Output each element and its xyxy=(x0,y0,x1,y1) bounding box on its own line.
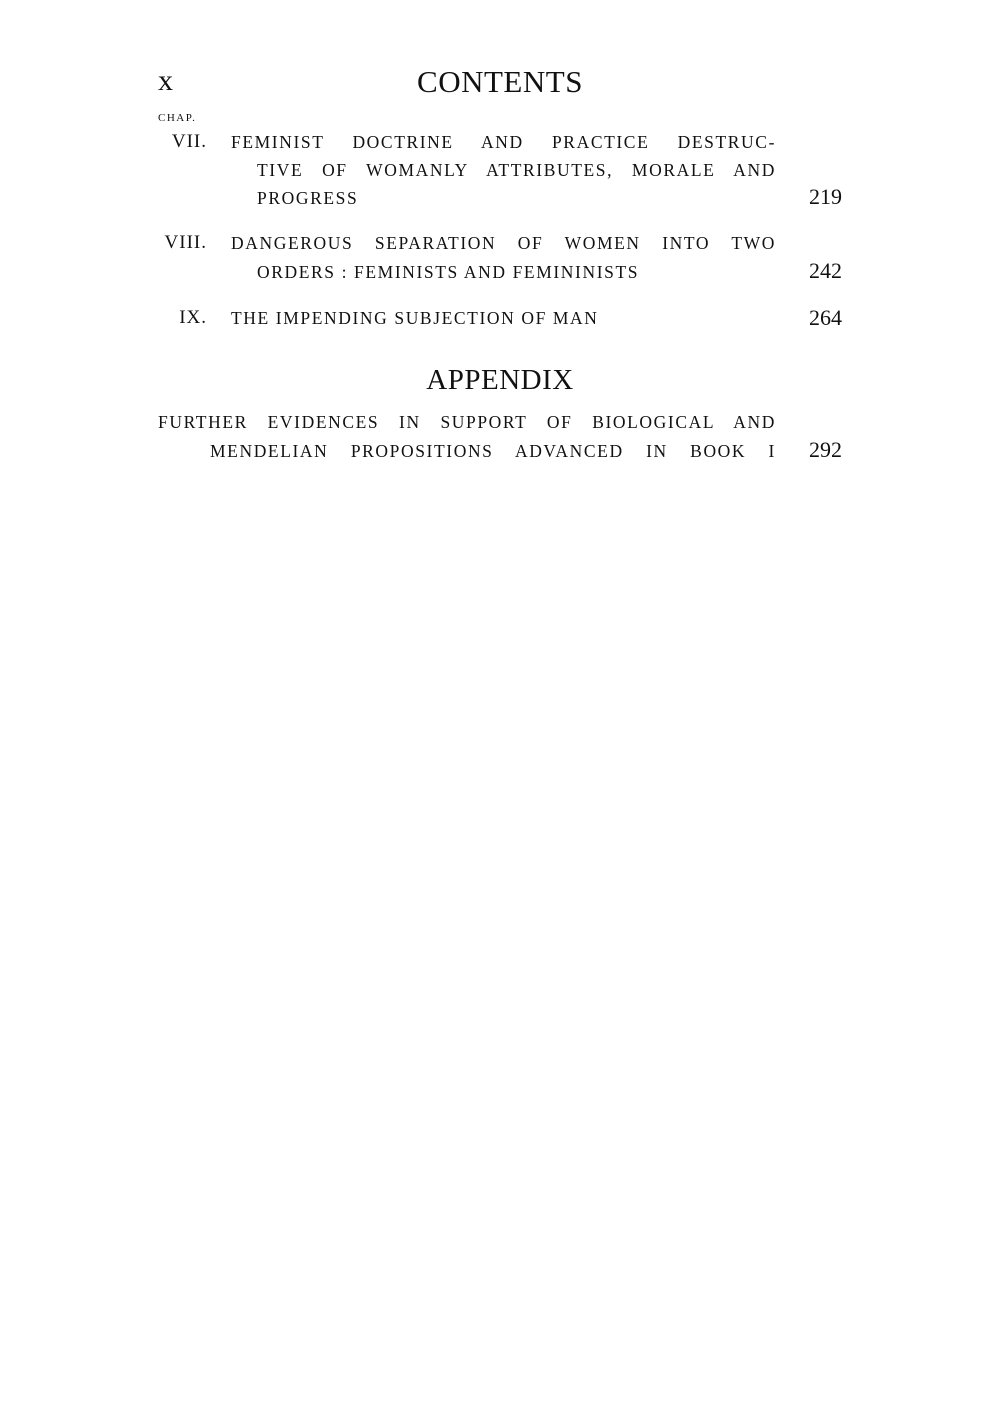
running-head-title: CONTENTS xyxy=(417,64,583,99)
entry-page-number: 292 xyxy=(809,437,842,462)
chapter-number: IX. xyxy=(179,307,207,328)
entry-title-line: PROGRESS xyxy=(257,188,359,208)
page-folio: x xyxy=(158,64,173,97)
entry-title-line: DANGEROUS SEPARATION OF WOMEN INTO TWO xyxy=(231,233,776,253)
entry-page-number: 264 xyxy=(809,305,842,330)
appendix-heading: APPENDIX xyxy=(426,364,574,396)
chapter-number: VII. xyxy=(171,131,207,152)
entry-title-line: MENDELIAN PROPOSITIONS ADVANCED IN BOOK I xyxy=(210,441,776,461)
entry-page-number: 242 xyxy=(809,258,842,283)
entry-page-number: 219 xyxy=(809,184,842,209)
chap-label: CHAP. xyxy=(158,112,197,124)
chapter-number: VIII. xyxy=(164,232,207,253)
entry-title-line: FEMINIST DOCTRINE AND PRACTICE DESTRUC- xyxy=(231,132,776,152)
entry-title-line: THE IMPENDING SUBJECTION OF MAN xyxy=(231,308,599,328)
entry-title-line: TIVE OF WOMANLY ATTRIBUTES, MORALE AND xyxy=(257,160,776,180)
entry-title-line: ORDERS : FEMINISTS AND FEMININISTS xyxy=(257,262,640,282)
entry-title-line: FURTHER EVIDENCES IN SUPPORT OF BIOLOGICAL AND xyxy=(158,412,776,432)
